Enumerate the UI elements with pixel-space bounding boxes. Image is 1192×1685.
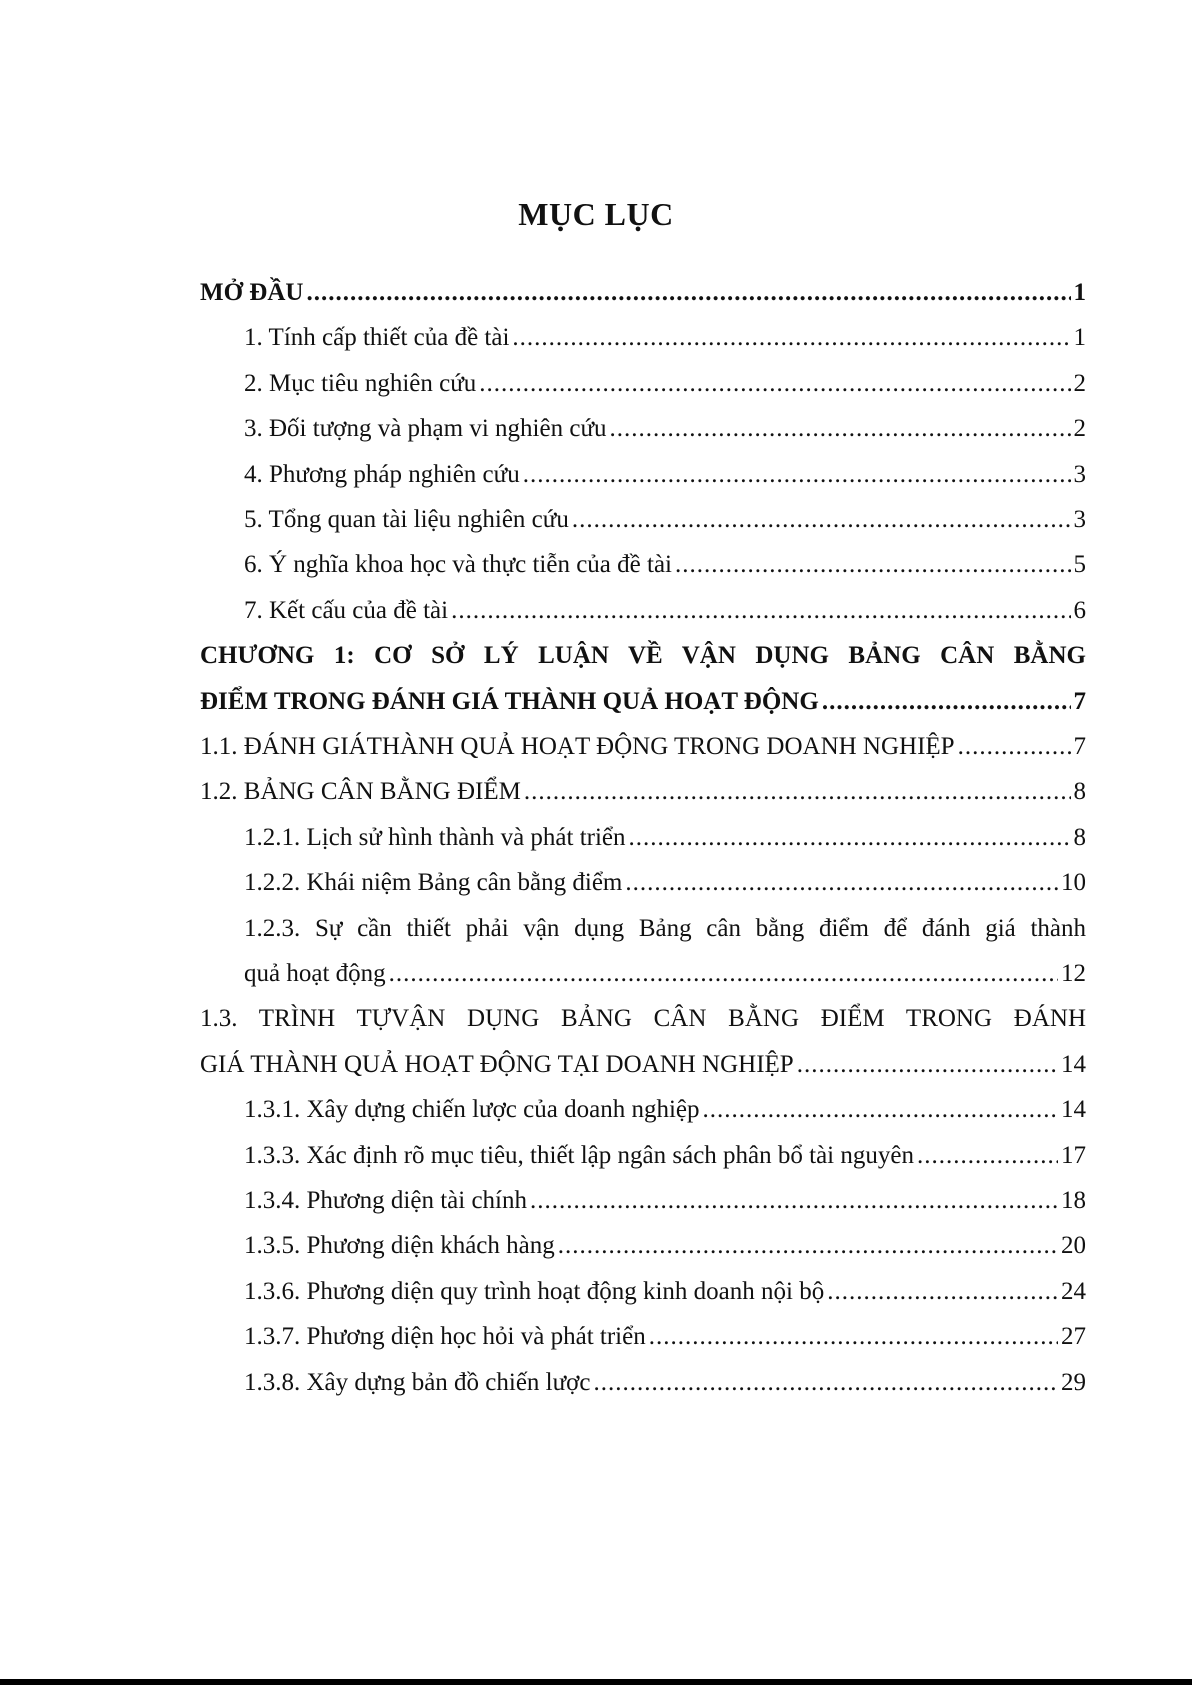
toc-entry[interactable]: [244, 815, 1086, 860]
toc-page-number: 24: [1061, 1277, 1086, 1305]
dot-leader: [530, 1178, 1058, 1223]
toc-page-number: 18: [1061, 1187, 1086, 1214]
toc-page-number: 7: [1073, 733, 1086, 760]
toc-entry[interactable]: [244, 1360, 1086, 1405]
toc-page-number: 12: [1061, 959, 1086, 987]
toc-page-number: 1: [1073, 279, 1086, 306]
toc-entry-text: 1.3.3. Xác định rõ mục tiêu, thiết lập ngân sách phân bổ tài nguyên: [244, 1141, 914, 1169]
dot-leader: [958, 724, 1071, 769]
toc-entry-text: CHƯƠNG 1: CƠ SỞ LÝ LUẬN VỀ VẬN DỤNG BẢNG CÂN BẰNG: [200, 642, 1086, 670]
toc-entry-text: ĐIỂM TRONG ĐÁNH GIÁ THÀNH QUẢ HOẠT ĐỘNG: [200, 687, 819, 715]
toc-page-number: 1: [1073, 324, 1086, 352]
dot-leader: [625, 860, 1058, 905]
dot-leader: [389, 951, 1058, 996]
toc-entry-text: 1.2.1. Lịch sử hình thành và phát triển: [244, 823, 626, 851]
toc-entry[interactable]: [244, 1314, 1086, 1359]
dot-leader: [512, 315, 1070, 360]
dot-leader: [629, 815, 1071, 860]
toc-entry[interactable]: [200, 769, 1086, 814]
toc-entry[interactable]: [244, 497, 1086, 542]
toc-page-number: 3: [1073, 460, 1086, 488]
page-bottom-border: [0, 1679, 1192, 1685]
dot-leader: [675, 542, 1071, 587]
toc-entry-text: 1.3.8. Xây dựng bản đồ chiến lược: [244, 1368, 591, 1396]
dot-leader: [917, 1133, 1058, 1178]
toc-page-number: 7: [1073, 687, 1086, 715]
toc-entry-text: 1. Tính cấp thiết của đề tài: [244, 324, 510, 352]
dot-leader: [797, 1042, 1058, 1087]
toc-entry[interactable]: [244, 906, 1086, 997]
toc-entry-text: 4. Phương pháp nghiên cứu: [244, 460, 520, 488]
toc-page-number: 2: [1073, 369, 1086, 397]
toc-entry[interactable]: [244, 1223, 1086, 1268]
toc-entry[interactable]: [244, 452, 1086, 497]
toc-page-number: 14: [1061, 1096, 1086, 1124]
toc-entry-text: 2. Mục tiêu nghiên cứu: [244, 369, 477, 397]
toc-entry-text: 1.3.6. Phương diện quy trình hoạt động kinh doanh nội bộ: [244, 1277, 825, 1305]
toc-entry-text: 1.2.3. Sự cần thiết phải vận dụng Bảng cân bằng điểm để đánh giá thành: [244, 914, 1086, 942]
toc-entry-text: 1.1. ĐÁNH GIÁTHÀNH QUẢ HOẠT ĐỘNG TRONG DOANH NGHIỆP: [200, 733, 955, 760]
toc-title: MỤC LỤC: [518, 196, 674, 232]
dot-leader: [451, 588, 1070, 633]
toc-entry[interactable]: [200, 633, 1086, 724]
toc-entry[interactable]: [200, 996, 1086, 1087]
dot-leader: [827, 1269, 1058, 1314]
toc-entry-text: MỞ ĐẦU: [200, 279, 304, 306]
toc-entry-text: 6. Ý nghĩa khoa học và thực tiễn của đề tài: [244, 551, 672, 579]
dot-leader: [702, 1087, 1058, 1132]
dot-leader: [524, 769, 1071, 814]
toc-entry-text: 5. Tổng quan tài liệu nghiên cứu: [244, 506, 569, 533]
toc-entry-text: GIÁ THÀNH QUẢ HOẠT ĐỘNG TẠI DOANH NGHIỆP: [200, 1050, 794, 1078]
toc-page-number: 8: [1073, 778, 1086, 806]
toc-entry[interactable]: [244, 361, 1086, 406]
toc-entry[interactable]: [244, 1178, 1086, 1223]
toc-page-number: 8: [1073, 823, 1086, 851]
toc-page-number: 5: [1073, 551, 1086, 579]
toc-page-number: 2: [1073, 415, 1086, 443]
toc-entry[interactable]: [244, 542, 1086, 587]
toc-entry[interactable]: [244, 1087, 1086, 1132]
toc-entry-text: 1.3.7. Phương diện học hỏi và phát triển: [244, 1323, 646, 1351]
toc-entry[interactable]: [200, 724, 1086, 769]
toc-entry-text: 1.3.1. Xây dựng chiến lược của doanh nghiệp: [244, 1096, 700, 1124]
toc-entry-text: 3. Đối tượng và phạm vi nghiên cứu: [244, 415, 607, 443]
toc-entry[interactable]: [244, 588, 1086, 633]
toc-entry[interactable]: [244, 406, 1086, 451]
toc-entry-text: 1.3. TRÌNH TỰVẬN DỤNG BẢNG CÂN BẰNG ĐIỂM TRONG ĐÁNH: [200, 1005, 1086, 1033]
dot-leader: [610, 406, 1071, 451]
dot-leader: [649, 1314, 1058, 1359]
toc-entry-text: 1.2. BẢNG CÂN BẰNG ĐIỂM: [200, 778, 521, 806]
toc-page-number: 3: [1073, 506, 1086, 533]
toc-entry[interactable]: [244, 1133, 1086, 1178]
toc-page-number: 29: [1061, 1368, 1086, 1396]
toc-entry-text: quả hoạt động: [244, 959, 386, 987]
toc-entry[interactable]: [244, 1269, 1086, 1314]
toc-page-number: 10: [1061, 869, 1086, 897]
dot-leader: [558, 1223, 1058, 1268]
toc-entry-text: 1.3.4. Phương diện tài chính: [244, 1187, 527, 1214]
toc-entry-text: 1.3.5. Phương diện khách hàng: [244, 1232, 555, 1260]
toc-page-number: 20: [1061, 1232, 1086, 1260]
toc-entry-text: 7. Kết cấu của đề tài: [244, 596, 449, 624]
toc-page-number: 14: [1061, 1050, 1086, 1078]
toc-page-number: 27: [1061, 1323, 1086, 1351]
dot-leader: [572, 497, 1071, 542]
dot-leader: [594, 1360, 1059, 1405]
dot-leader: [523, 452, 1071, 497]
toc-entry-text: 1.2.2. Khái niệm Bảng cân bằng điểm: [244, 869, 623, 897]
dot-leader: [306, 270, 1070, 315]
toc-entry[interactable]: [244, 860, 1086, 905]
toc-entry[interactable]: [200, 270, 1086, 315]
dot-leader: [822, 679, 1071, 724]
toc-page-number: 17: [1061, 1141, 1086, 1169]
toc-entry[interactable]: [244, 315, 1086, 360]
dot-leader: [479, 361, 1070, 406]
toc-page-number: 6: [1073, 596, 1086, 624]
